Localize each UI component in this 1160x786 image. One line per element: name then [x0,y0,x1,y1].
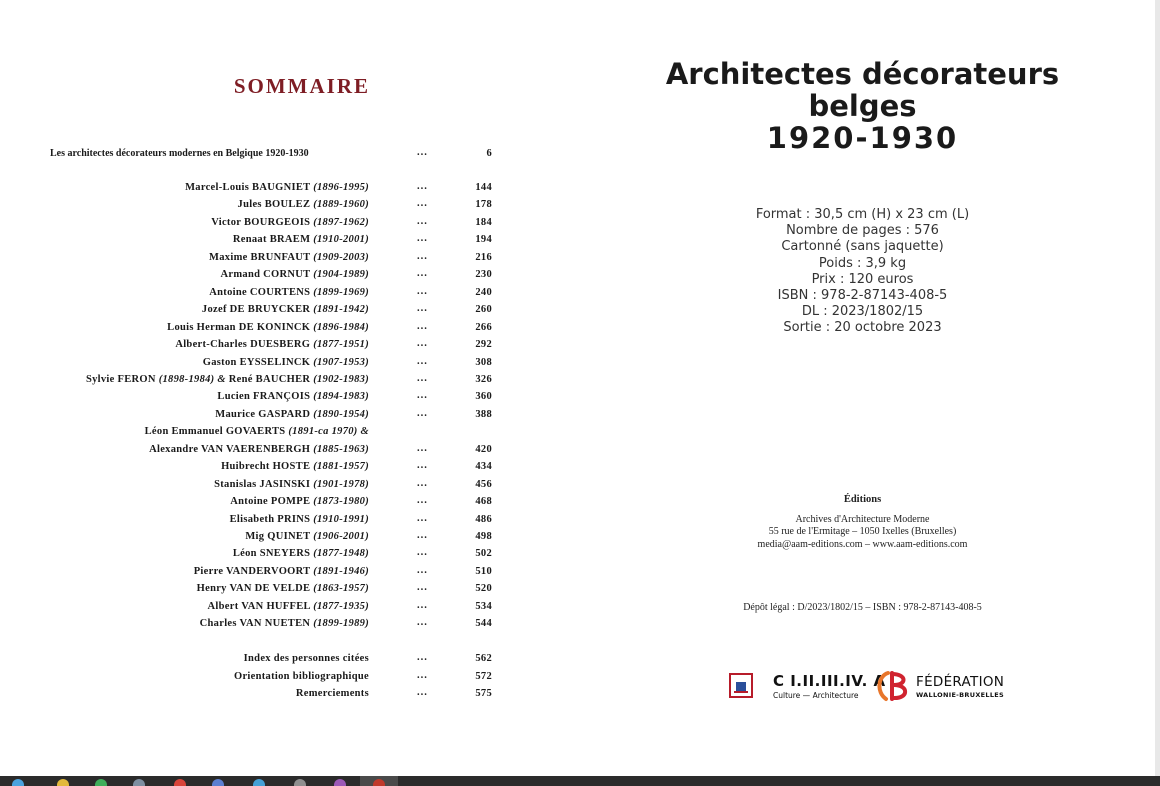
architect-dates: (1863-1957) [313,583,369,594]
book-title [640,58,1085,154]
toc-dots: ... [417,356,428,367]
toc-entry-row[interactable] [0,496,500,512]
toc-entry-label: Orientation bibliographique [234,671,369,682]
scrollbar-track[interactable] [1155,0,1160,776]
architect-name: Lucien FRANÇOIS [217,391,314,402]
app-icon[interactable] [174,779,186,786]
toc-entry-label [203,357,369,368]
aam-logo-mark [736,682,746,691]
architect-name: Jozef DE BRUYCKER [201,304,314,315]
toc-dots: ... [417,530,428,541]
toc-entry-label [214,479,369,490]
toc-entry-label [175,339,369,350]
toc-dots: ... [417,233,428,244]
toc-entry-label [215,409,369,420]
architect-dates: (1889-1960) [313,199,369,210]
toc-entry-label [221,269,369,280]
toc-appendix-row[interactable] [0,653,500,669]
book-specifications [660,207,1065,337]
architect-dates: (1877-1948) [313,548,369,559]
toc-entry-label [194,566,369,577]
aam-logo-underline [734,691,748,693]
toc-dots: ... [417,147,428,158]
app-icon[interactable] [294,779,306,786]
app-icon[interactable] [133,779,145,786]
ciiva-logo-subtitle: Culture — Architecture [773,691,859,700]
toc-entry-row[interactable] [0,287,500,303]
toc-entry-row[interactable] [0,566,500,582]
architect-name: Pierre VANDERVOORT [193,566,314,577]
architect-name: Léon Emmanuel GOVAERTS [144,426,289,437]
architect-name: Antoine COURTENS [209,287,314,298]
toc-entry-label [200,618,369,629]
toc-intro-row[interactable] [0,148,500,164]
architect-name: Maxime BRUNFAUT [209,252,314,263]
toc-entry-row[interactable] [0,357,500,373]
toc-dots: ... [417,652,428,663]
toc-entry-row[interactable] [0,479,500,495]
chrome-icon[interactable] [95,779,107,786]
book-title-line-1: Architectes décorateurs [665,57,1060,91]
spec-weight: Poids : 3,9 kg [818,255,907,271]
toc-page-number: 534 [475,601,492,612]
toc-entry-label [230,514,369,525]
toc-entry-row[interactable] [0,531,500,547]
spec-binding: Cartonné (sans jaquette) [781,239,944,255]
publisher-name: Archives d'Architecture Moderne [795,513,930,525]
architect-dates: (1891-1942) [313,304,369,315]
toc-page-number: 178 [475,199,492,210]
architect-name: Elisabeth PRINS [229,514,314,525]
toc-dots: ... [417,303,428,314]
toc-page-number: 308 [475,357,492,368]
architect-dates: (1873-1980) [313,496,369,507]
toc-page-number: 194 [475,234,492,245]
toc-page-number: 434 [475,461,492,472]
toc-entry-label [209,287,369,298]
toc-entry-label: Index des personnes citées [243,653,369,664]
architect-name: Alexandre VAN VAERENBERGH [149,444,314,455]
toc-page-number: 360 [475,391,492,402]
toc-dots: ... [417,600,428,611]
toc-dots: ... [417,373,428,384]
toc-dots: ... [417,670,428,681]
toc-page-number: 468 [475,496,492,507]
architect-name: Maurice GASPARD [215,409,314,420]
toc-dots: ... [417,408,428,419]
toc-page-number: 510 [475,566,492,577]
toc-entry-row[interactable] [0,583,500,599]
architect-dates: (1901-1978) [313,479,369,490]
architect-name: Charles VAN NUETEN [199,618,314,629]
architect-dates: (1899-1969) [313,287,369,298]
book-title-line-2: belges [808,89,917,123]
toc-page-number: 456 [475,479,492,490]
architect-name: Armand CORNUT [220,269,314,280]
toc-dots: ... [417,687,428,698]
folder-icon[interactable] [57,779,69,786]
architect-dates: (1891-1946) [313,566,369,577]
architect-name: Jules BOULEZ [237,199,314,210]
architect-dates: (1897-1962) [313,217,369,228]
architect-dates: (1894-1983) [313,391,369,402]
architect-name: Albert VAN HUFFEL [207,601,314,612]
toc-entry-label [211,217,369,228]
toc-dots: ... [417,390,428,401]
toc-dots: ... [417,321,428,332]
spec-format: Format : 30,5 cm (H) x 23 cm (L) [755,207,970,222]
toc-entry-label [185,182,369,193]
toc-entry-label [167,322,369,333]
fwb-logo-title: FÉDÉRATION [916,674,1005,690]
architect-dates: (1898-1984) & [158,374,229,385]
toc-entry-label [221,461,369,472]
architect-dates: (1902-1983) [313,374,369,385]
publisher-contact: media@aam-editions.com – www.aam-editions.com [757,538,968,550]
architect-dates: (1906-2001) [313,531,369,542]
toc-page-number: 260 [475,304,492,315]
toc-page-number: 144 [475,182,492,193]
fwb-logo-icon [874,670,910,702]
architect-name: Renaat BRAEM [232,234,314,245]
toc-entry-row[interactable] [0,304,500,320]
toc-dots: ... [417,251,428,262]
toc-entry-label [197,583,369,594]
app-icon[interactable] [212,779,224,786]
toc-dots: ... [417,617,428,628]
toc-dots: ... [417,460,428,471]
toc-page-number: 575 [475,688,492,699]
toc-dots: ... [417,495,428,506]
architect-dates: (1899-1989) [313,618,369,629]
toc-dots: ... [417,513,428,524]
publisher-address: 55 rue de l'Ermitage – 1050 Ixelles (Bruxelles) [768,526,957,537]
toc-entry-label [230,496,369,507]
architect-name: Stanislas JASINSKI [214,479,314,490]
toc-page-number: 230 [475,269,492,280]
toc-dots: ... [417,565,428,576]
app-icon[interactable] [253,779,265,786]
toc-entry-label [208,601,369,612]
toc-entry-label [145,426,369,437]
architect-name: Henry VAN DE VELDE [196,583,314,594]
toc-page-number: 544 [475,618,492,629]
toc-dots: ... [417,338,428,349]
architect-dates: (1896-1995) [313,182,369,193]
toc-page-number: 326 [475,374,492,385]
toc-page-number: 486 [475,514,492,525]
architect-name: Huibrecht HOSTE [221,461,314,472]
architect-dates: (1885-1963) [313,444,369,455]
architect-dates: (1909-2003) [313,252,369,263]
architect-name: Sylvie FERON [85,374,159,385]
toc-entry-label [202,304,369,315]
legal-deposit-line: Dépôt légal : D/2023/1802/15 – ISBN : 978-2-87143-408-5 [743,602,982,613]
architect-name: Antoine POMPE [230,496,314,507]
architect-dates: (1877-1951) [313,339,369,350]
architect-dates: (1896-1984) [313,322,369,333]
toc-entry-row[interactable] [0,339,500,355]
toc-page-number: 292 [475,339,492,350]
toc-entry-row[interactable] [0,322,500,338]
architect-dates: (1891-ca 1970) & [288,426,369,437]
toc-dots: ... [417,216,428,227]
architect-name: Gaston EYSSELINCK [202,357,314,368]
app-icon[interactable] [334,779,346,786]
toc-page-number: 572 [475,671,492,682]
architect-name: Marcel-Louis BAUGNIET [185,182,314,193]
architect-dates: (1910-1991) [313,514,369,525]
toc-entry-label [238,199,369,210]
toc-entry-row[interactable] [0,252,500,268]
toc-entry-row[interactable] [0,374,500,390]
ciiva-logo [773,674,886,700]
fwb-logo [916,676,1004,698]
spec-legal-deposit: DL : 2023/1802/15 [801,304,924,320]
toc-title: SOMMAIRE [233,74,370,98]
toc-page-number: 266 [475,322,492,333]
toc-dots: ... [417,268,428,279]
architect-dates: (1890-1954) [313,409,369,420]
toc-entry-label: Remerciements [295,688,369,699]
windows-icon[interactable] [12,779,24,786]
toc-appendix-row[interactable] [0,688,500,704]
fwb-logo-subtitle: WALLONIE-BRUXELLES [916,690,1004,699]
toc-page-number: 502 [475,548,492,559]
pdf-icon[interactable] [373,779,385,786]
toc-entry-row[interactable] [0,461,500,477]
toc-entry-row[interactable] [0,217,500,233]
architect-name: Léon SNEYERS [232,548,314,559]
toc-entry-row[interactable] [0,234,500,250]
toc-page-number: 498 [475,531,492,542]
toc-entry-row[interactable] [0,199,500,215]
toc-entry-row[interactable] [0,409,500,425]
architect-dates: (1904-1989) [313,269,369,280]
toc-page-number: 184 [475,217,492,228]
architect-name: Louis Herman DE KONINCK [167,322,314,333]
toc-dots: ... [417,198,428,209]
architect-name: Albert-Charles DUESBERG [175,339,314,350]
toc-entry-row[interactable] [0,269,500,285]
toc-dots: ... [417,582,428,593]
toc-entry-label [149,444,369,455]
toc-entry-label: Les architectes décorateurs modernes en Belgique 1920-1930 [50,148,309,159]
architect-dates: (1907-1953) [313,357,369,368]
toc-entry-row[interactable] [0,444,500,460]
toc-page-number: 520 [475,583,492,594]
aam-logo-icon [729,673,753,698]
toc-appendix-row[interactable] [0,671,500,687]
toc-entry-label [233,548,369,559]
toc-entry-row[interactable] [0,514,500,530]
toc-page-number: 6 [486,148,492,159]
toc-page-number: 388 [475,409,492,420]
architect-dates: (1881-1957) [313,461,369,472]
toc-entry-label [245,531,369,542]
toc-page-number: 420 [475,444,492,455]
architect-dates: (1877-1935) [313,601,369,612]
architect-name: Victor BOURGEOIS [211,217,314,228]
toc-page-number: 216 [475,252,492,263]
publisher-heading: Éditions [843,494,882,505]
toc-entry-label [86,374,369,385]
ciiva-logo-text: C I.II.III.IV. A [773,672,886,690]
architect-name: Mig QUINET [245,531,314,542]
toc-entry-label [217,391,369,402]
publisher-block [660,494,1065,551]
toc-dots: ... [417,478,428,489]
spec-pages: Nombre de pages : 576 [786,223,939,239]
book-title-years: 1920-1930 [766,121,959,155]
toc-entry-label [233,234,369,245]
toc-dots: ... [417,547,428,558]
spec-release-date: Sortie : 20 octobre 2023 [783,320,942,336]
spec-isbn: ISBN : 978-2-87143-408-5 [777,288,948,304]
spec-price: Prix : 120 euros [811,271,914,287]
toc-entry-row[interactable] [0,391,500,407]
taskbar [0,776,1160,786]
toc-page-number: 562 [475,653,492,664]
toc-entry-row[interactable] [0,601,500,617]
toc-entry-row[interactable] [0,182,500,198]
toc-entry-row[interactable] [0,426,500,442]
architect-dates: (1910-2001) [313,234,369,245]
architect-name: René BAUCHER [228,374,314,385]
toc-entry-row[interactable] [0,548,500,564]
toc-dots: ... [417,443,428,454]
toc-entry-row[interactable] [0,618,500,634]
toc-dots: ... [417,286,428,297]
toc-entry-label [209,252,369,263]
toc-dots: ... [417,181,428,192]
toc-page-number: 240 [475,287,492,298]
